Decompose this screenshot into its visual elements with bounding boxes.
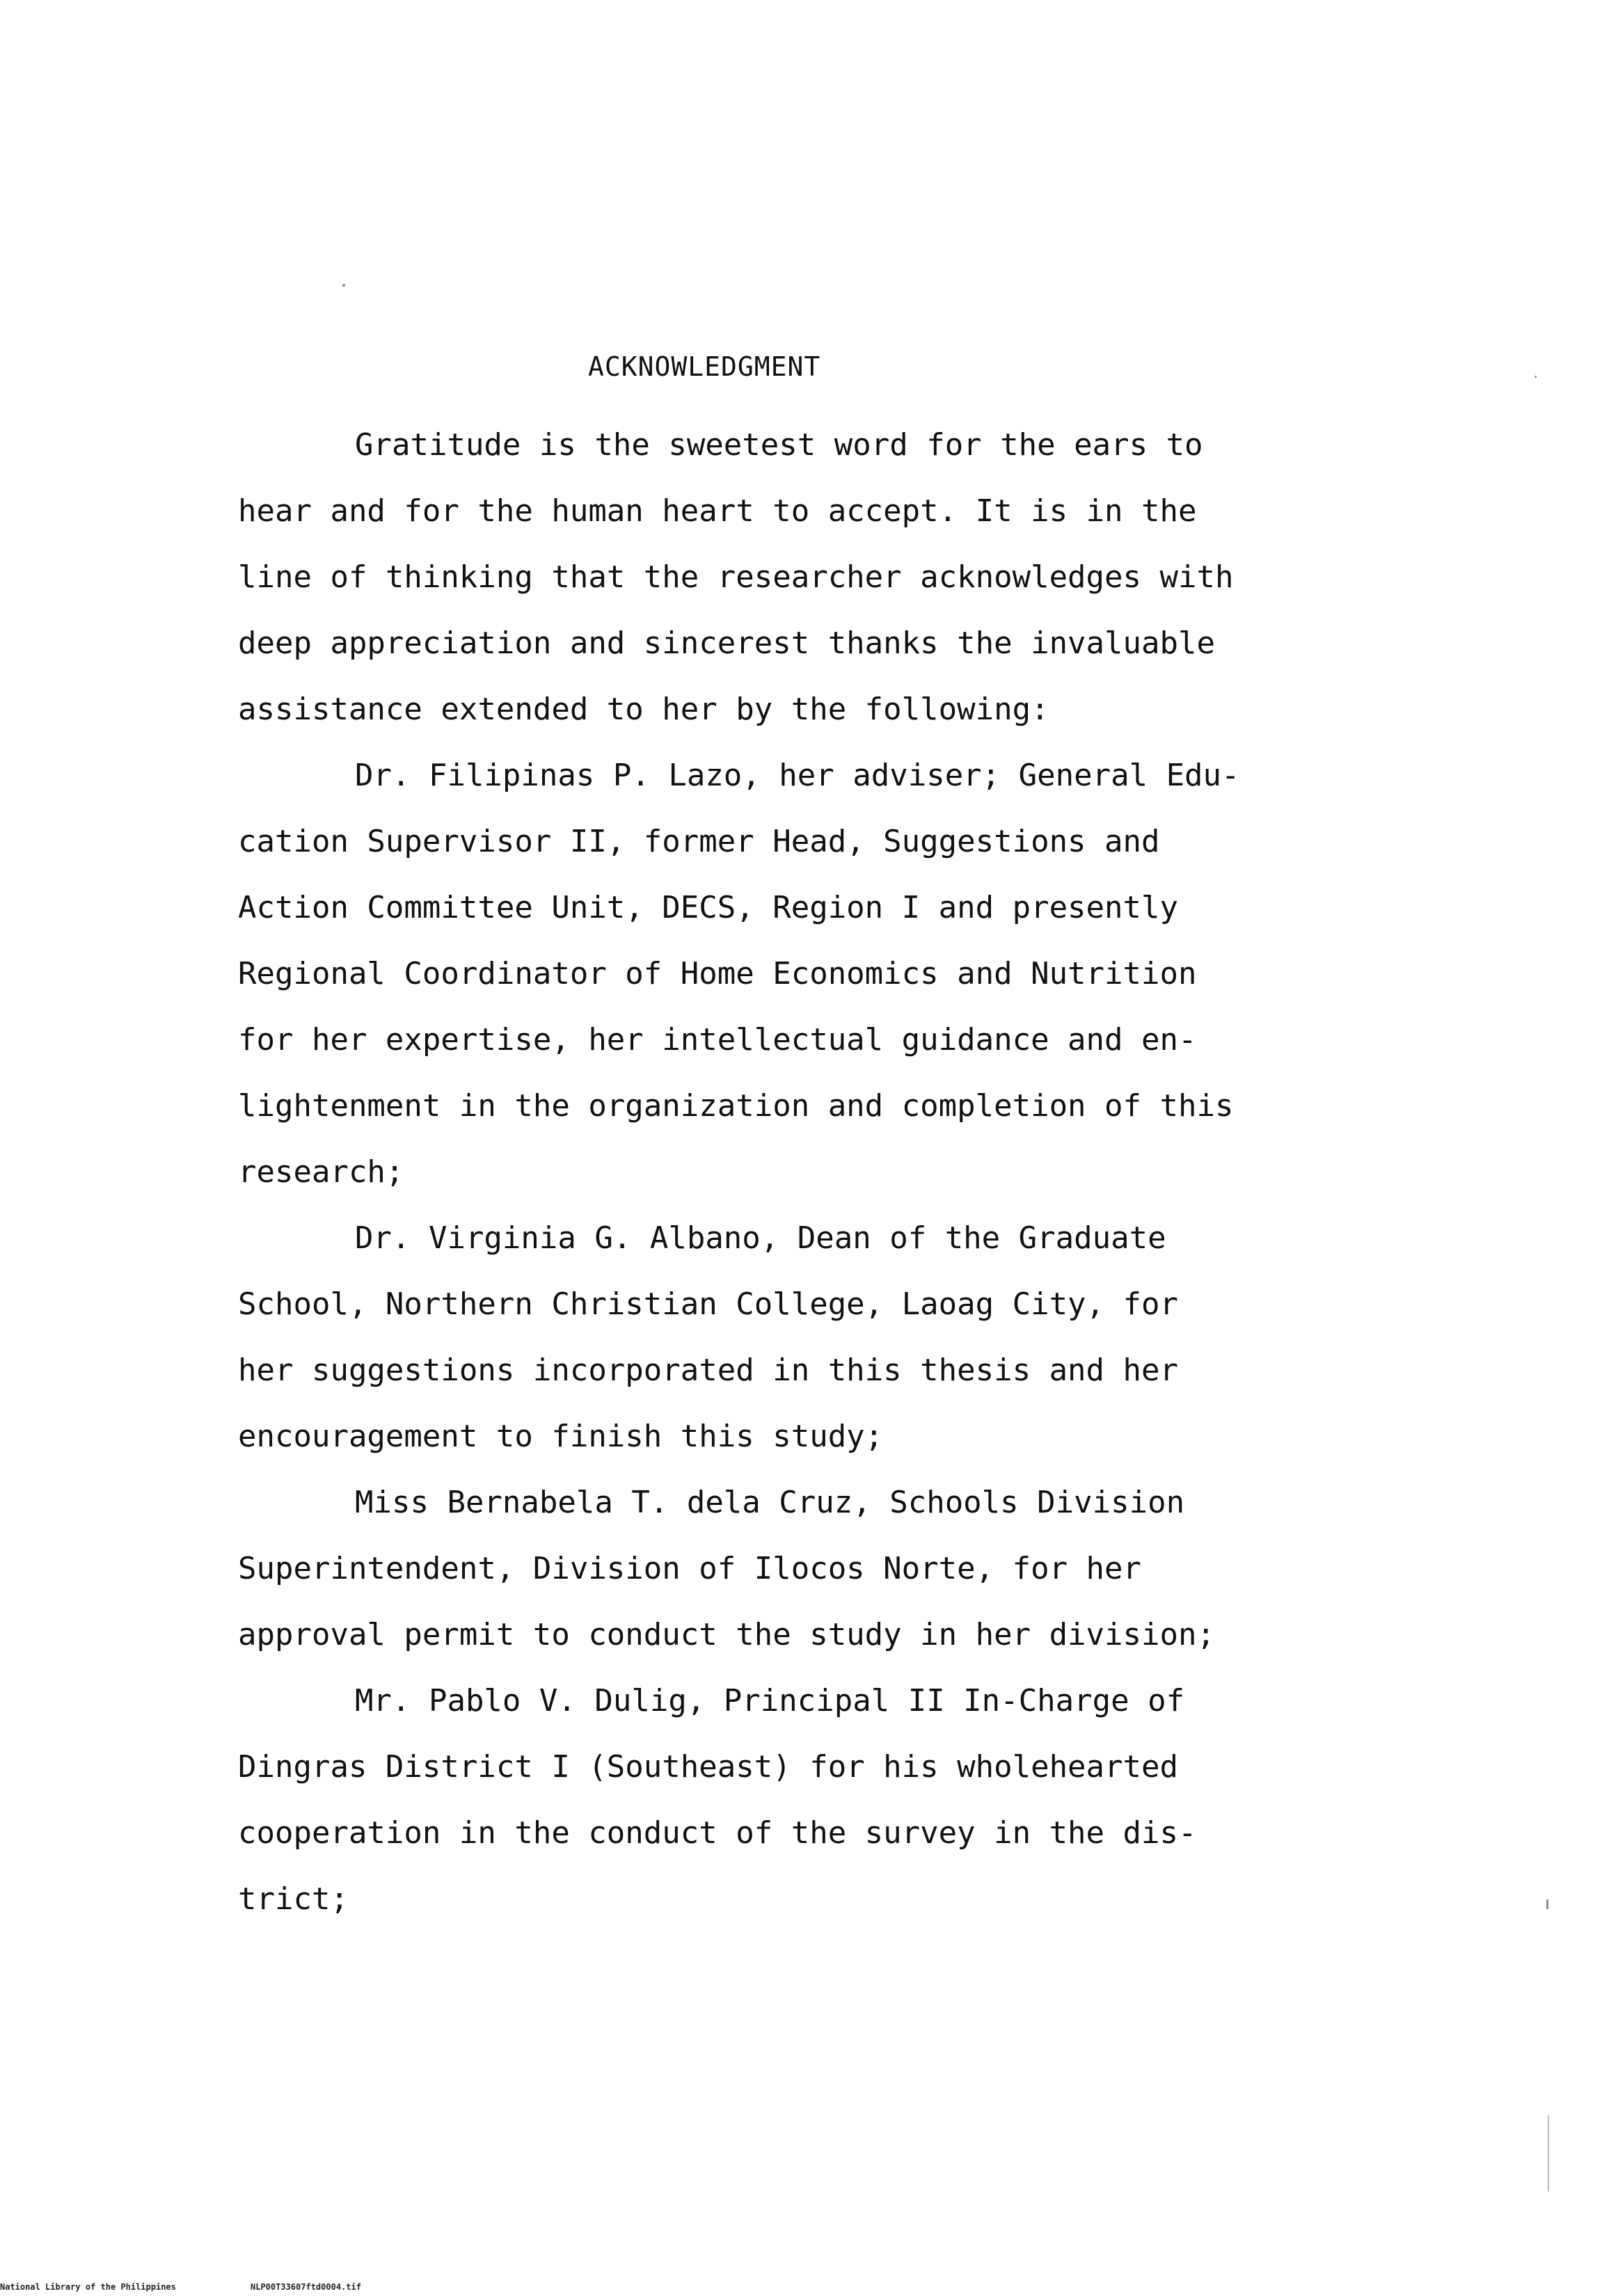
text-line: Superintendent, Division of Ilocos Norte, for her xyxy=(238,1551,1142,1586)
page-title: ACKNOWLEDGMENT xyxy=(588,351,821,382)
text-line: Dingras District I (Southeast) for his wholehearted xyxy=(238,1749,1179,1785)
text-line: hear and for the human heart to accept. It is in the xyxy=(238,493,1197,529)
text-line: Miss Bernabela T. dela Cruz, Schools Division xyxy=(355,1485,1185,1520)
text-line: cooperation in the conduct of the survey in the dis- xyxy=(238,1815,1197,1851)
scan-speck xyxy=(1548,2115,1549,2192)
text-line: Regional Coordinator of Home Economics and Nutrition xyxy=(238,956,1197,991)
text-line: approval permit to conduct the study in her division; xyxy=(238,1617,1215,1652)
text-line: for her expertise, her intellectual guidance and en- xyxy=(238,1022,1197,1058)
text-line: trict; xyxy=(238,1881,349,1917)
text-line: encouragement to finish this study; xyxy=(238,1419,884,1454)
text-line: Action Committee Unit, DECS, Region I and presently xyxy=(238,890,1179,925)
scan-speck xyxy=(1546,1899,1548,1909)
text-line: assistance extended to her by the following: xyxy=(238,692,1049,727)
text-line: research; xyxy=(238,1154,404,1190)
footer-file-id: NLP00T33607ftd0004.tif xyxy=(251,2282,361,2292)
text-line: deep appreciation and sincerest thanks the invaluable xyxy=(238,625,1215,661)
text-line: Gratitude is the sweetest word for the ears to xyxy=(355,427,1203,463)
text-line: Dr. Filipinas P. Lazo, her adviser; General Edu- xyxy=(355,758,1240,793)
text-line: lightenment in the organization and completion of this xyxy=(238,1088,1234,1124)
footer-library-credit: National Library of the Philippines xyxy=(0,2282,176,2292)
text-line: line of thinking that the researcher acknowledges with xyxy=(238,559,1234,595)
text-line: School, Northern Christian College, Laoag City, for xyxy=(238,1286,1179,1322)
text-line: Dr. Virginia G. Albano, Dean of the Graduate xyxy=(355,1220,1166,1256)
scan-speck xyxy=(1534,376,1537,378)
text-line: Mr. Pablo V. Dulig, Principal II In-Charge of xyxy=(355,1683,1185,1719)
text-line: cation Supervisor II, former Head, Suggestions and xyxy=(238,824,1160,859)
scan-speck xyxy=(342,284,345,287)
text-line: her suggestions incorporated in this thesis and her xyxy=(238,1353,1179,1388)
